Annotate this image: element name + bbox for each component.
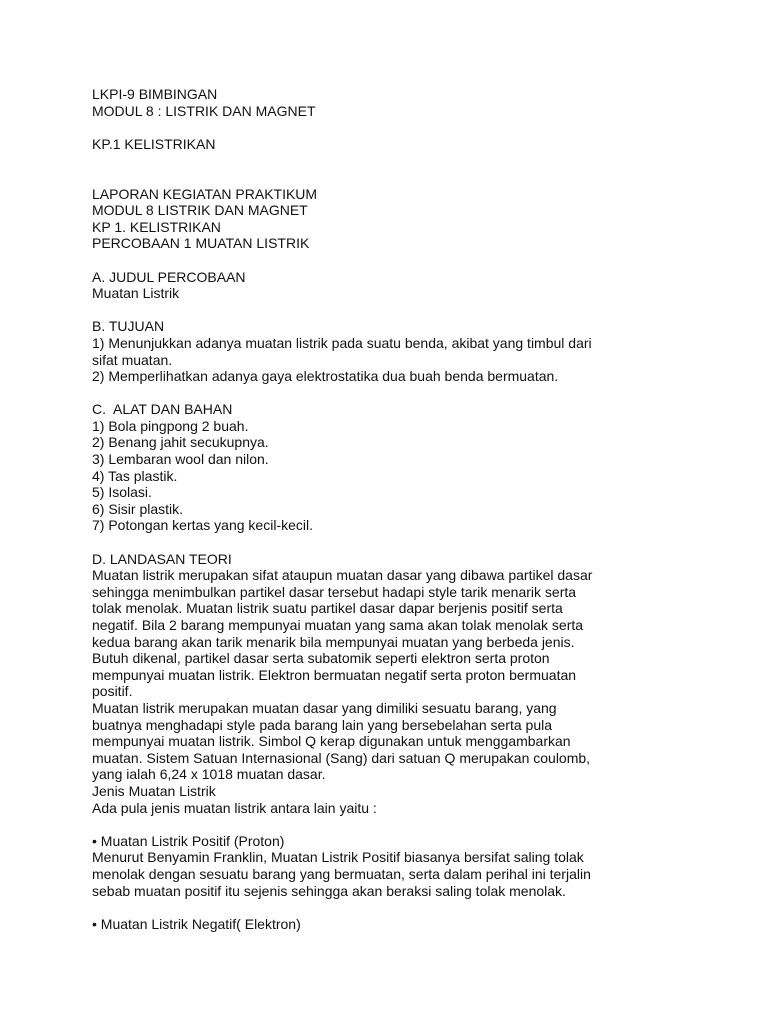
section-d-line: buatnya menghadapi style pada barang lain yang bersebelahan serta pula — [92, 716, 553, 733]
list-item: 5) Isolasi. — [92, 484, 152, 501]
spacer — [92, 252, 712, 269]
section-d-line: Muatan listrik merupakan sifat ataupun muatan dasar yang dibawa partikel dasar — [92, 567, 593, 584]
spacer — [92, 816, 712, 833]
section-d-line: negatif. Bila 2 barang mempunyai muatan yang sama akan tolak menolak serta — [92, 617, 584, 633]
section-b-line: 1) Menunjukkan adanya muatan listrik pada suatu benda, akibat yang timbul dari — [92, 334, 592, 351]
spacer — [92, 385, 712, 402]
section-a-heading: A. JUDUL PERCOBAAN — [92, 268, 246, 285]
section-d-line: yang ialah 6,24 x 1018 muatan dasar. — [92, 766, 326, 783]
section-d-line: tolak menolak. Muatan listrik suatu partikel dasar dapar berjenis positif serta — [92, 600, 563, 617]
list-item: 4) Tas plastik. — [92, 467, 178, 484]
positive-charge-heading: • Muatan Listrik Positif (Proton) — [92, 832, 285, 849]
section-d-line: muatan. Sistem Satuan Internasional (Sang) dari satuan Q merupakan coulomb, — [92, 749, 591, 766]
section-d-line: Ada pula jenis muatan listrik antara lain yaitu : — [92, 799, 377, 816]
list-item: 1) Bola pingpong 2 buah. — [92, 417, 249, 434]
report-line-3: KP 1. KELISTRIKAN — [92, 218, 221, 235]
header-line-1: LKPI-9 BIMBINGAN — [92, 86, 218, 102]
report-line-1: LAPORAN KEGIATAN PRAKTIKUM — [92, 185, 318, 202]
spacer — [92, 534, 712, 551]
report-line-4: PERCOBAAN 1 MUATAN LISTRIK — [92, 235, 310, 252]
section-d-line: mempunyai muatan listrik. Simbol Q kerap digunakan untuk menggambarkan — [92, 733, 571, 750]
section-c-heading: C. ALAT DAN BAHAN — [92, 401, 233, 418]
section-b-line: 2) Memperlihatkan adanya gaya elektrostatika dua buah benda bermuatan. — [92, 368, 559, 385]
list-item: 2) Benang jahit secukupnya. — [92, 434, 269, 451]
list-item: 3) Lembaran wool dan nilon. — [92, 451, 269, 468]
section-d-line: Butuh dikenal, partikel dasar serta subatomik seperti elektron serta proton — [92, 650, 550, 667]
list-item: 6) Sisir plastik. — [92, 500, 184, 517]
spacer — [92, 119, 712, 136]
section-a-body: Muatan Listrik — [92, 285, 180, 302]
spacer — [92, 302, 712, 319]
negative-charge-heading: • Muatan Listrik Negatif( Elektron) — [92, 915, 301, 932]
section-d-line: kedua barang akan tarik menarik bila mempunyai muatan yang berbeda jenis. — [92, 633, 575, 650]
section-d-line: positif. — [92, 683, 133, 700]
section-b-heading: B. TUJUAN — [92, 318, 165, 335]
spacer — [92, 152, 712, 185]
section-d-line: Jenis Muatan Listrik — [92, 782, 216, 799]
spacer — [92, 899, 712, 916]
header-kp: KP.1 KELISTRIKAN — [92, 135, 216, 152]
header-line-2: MODUL 8 : LISTRIK DAN MAGNET — [92, 102, 316, 119]
positive-charge-line: sebab muatan positif itu sejenis sehingga akan beraksi saling tolak menolak. — [92, 882, 566, 899]
positive-charge-line: Menurut Benyamin Franklin, Muatan Listrik Positif biasanya bersifat saling tolak — [92, 849, 584, 866]
section-d-line: mempunyai muatan listrik. Elektron bermuatan negatif serta proton bermuatan — [92, 666, 577, 683]
section-b-line: sifat muatan. — [92, 351, 173, 368]
list-item: 7) Potongan kertas yang kecil-kecil. — [92, 517, 313, 534]
report-line-2: MODUL 8 LISTRIK DAN MAGNET — [92, 202, 308, 219]
positive-charge-line: menolak dengan sesuatu barang yang bermuatan, serta dalam perihal ini terjalin — [92, 865, 591, 882]
section-d-line: sehingga menimbulkan partikel dasar tersebut hadapi style tarik menarik serta — [92, 583, 577, 600]
document-page — [92, 86, 712, 932]
section-d-heading: D. LANDASAN TEORI — [92, 550, 232, 567]
section-d-line: Muatan listrik merupakan muatan dasar yang dimiliki sesuatu barang, yang — [92, 699, 557, 716]
